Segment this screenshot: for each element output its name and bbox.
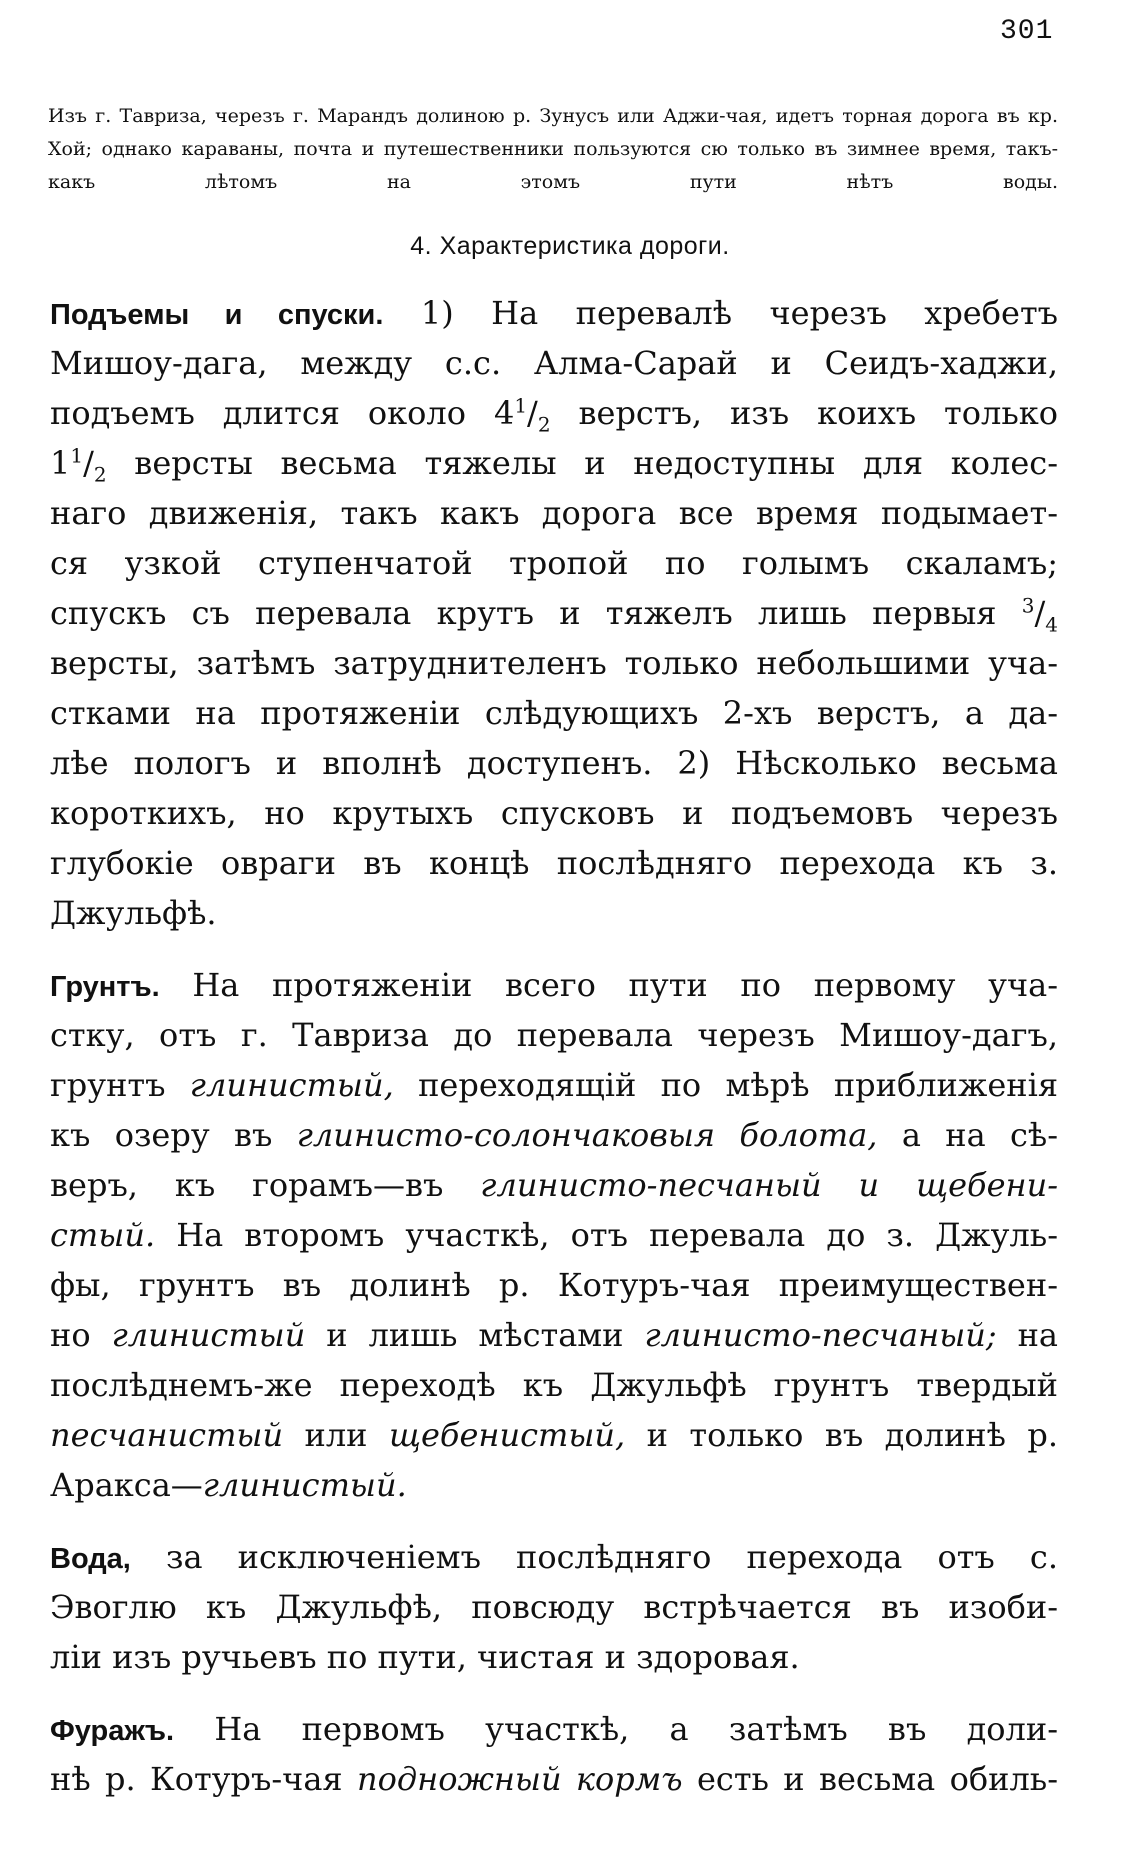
text-run: грунтъ [50,1066,190,1104]
text-run: и лишь мѣстами [305,1316,645,1354]
text-line [50,338,1058,388]
text-line [50,438,1058,488]
paragraph-lead: Грунтъ. [50,971,160,1003]
section-body [50,288,1058,1804]
text-run: лѣе пологъ и вполнѣ доступенъ. 2) Нѣсколько весьма [50,744,1058,782]
text-run: есть и весьма обиль- [682,1760,1059,1798]
text-run: или [283,1416,389,1454]
text-line [50,738,1058,788]
italic-term: глинистый [111,1316,306,1354]
paragraph-gap [50,1510,1058,1532]
text-run: переходящій по мѣрѣ приближенія [393,1066,1059,1104]
text-line [50,788,1058,838]
italic-term: щебенистый, [388,1416,626,1454]
text-line [50,1410,1058,1460]
text-run: / [527,394,538,432]
text-run: наго движенія, такъ какъ дорога все время подымает- [50,494,1058,532]
text-run: ліи изъ ручьевъ по пути, чистая и здоровая. [50,1638,800,1676]
text-run: за исключеніемъ послѣдняго перехода отъ с. [130,1538,1058,1576]
text-run: подъемъ длится около 4 [50,394,515,432]
text-line [50,1160,1058,1210]
text-run: короткихъ, но крутыхъ спусковъ и подъемовъ черезъ [50,794,1058,832]
text-line [50,1582,1058,1632]
text-line [50,1110,1058,1160]
text-run: 1 [50,444,71,482]
page-number: 301 [1000,16,1054,47]
italic-term: глинистый. [202,1466,407,1504]
text-run: стками на протяженіи слѣдующихъ 2-хъ верстъ, а да- [50,694,1058,732]
text-line [50,388,1058,438]
text-run: версты весьма тяжелы и недоступны для колес- [106,444,1058,482]
text-line [50,1260,1058,1310]
fraction-numerator: 1 [70,443,84,468]
text-line [50,288,1058,338]
text-run: но [50,1316,112,1354]
italic-term: глинисто-песчаный; [644,1316,997,1354]
text-run: На протяженіи всего пути по первому уча- [159,966,1058,1004]
text-line [50,1632,1058,1682]
text-run: На первомъ участкѣ, а затѣмъ въ доли- [174,1710,1058,1748]
text-run: къ озеру въ [50,1116,297,1154]
paragraph-gap [50,938,1058,960]
text-run: фы, грунтъ въ долинѣ р. Котуръ-чая преимуществен- [50,1266,1058,1304]
text-line [50,688,1058,738]
paragraph-lead: Подъемы и спуски. [50,299,384,331]
text-line [50,488,1058,538]
text-line [50,1210,1058,1260]
text-line [50,588,1058,638]
paragraph-lead: Фуражъ. [50,1715,175,1747]
paragraph-gap [50,1682,1058,1704]
text-run: ся узкой ступенчатой тропой по голымъ скаламъ; [50,544,1058,582]
text-run: стку, отъ г. Тавриза до перевала черезъ Мишоу-дагъ, [50,1016,1058,1054]
text-run: Эвоглю къ Джульфѣ, повсюду встрѣчается въ изоби- [50,1588,1058,1626]
text-run: Мишоу-дага, между с.с. Алма-Сарай и Сеидъ-хаджи, [50,344,1058,382]
text-run: глубокіе овраги въ концѣ послѣдняго перехода къ з. [50,844,1058,882]
fraction-denominator: 2 [537,412,551,437]
text-run: спускъ съ перевала крутъ и тяжелъ лишь первыя [50,594,1022,632]
section-heading: 4. Характеристика дороги. [410,232,730,260]
italic-term: подножный кормъ [356,1760,683,1798]
text-line [50,1754,1058,1804]
text-line [50,838,1058,888]
text-run: версты, затѣмъ затруднителенъ только небольшими уча- [50,644,1058,682]
italic-term: глинистый, [189,1066,394,1104]
text-run: а на сѣ- [877,1116,1059,1154]
fraction-denominator: 2 [93,462,107,487]
text-run: Аракса— [50,1466,203,1504]
text-line [50,538,1058,588]
intro-paragraph: Изъ г. Тавриза, черезъ г. Марандъ долиною р. Зунусъ или Аджи-чая, идетъ торная дорога въ кр. Хой; однако караваны, почта и путешественники пользуются сю только въ зимнее время, такъ-какъ лѣтомъ на этомъ пути нѣтъ воды. [48,105,1058,193]
fraction-denominator: 4 [1045,612,1058,637]
text-run: 1) На перевалѣ черезъ хребетъ [383,294,1059,332]
text-run: Джульфѣ. [50,894,217,932]
italic-term: песчанистый [50,1416,284,1454]
text-line [50,1360,1058,1410]
text-line [50,638,1058,688]
italic-term: стый. [50,1216,156,1254]
text-line [50,960,1058,1010]
text-run: На второмъ участкѣ, отъ перевала до з. Джуль- [155,1216,1058,1254]
text-line [50,1460,1058,1510]
fraction-numerator: 3 [1021,593,1035,618]
text-run: нѣ р. Котуръ-чая [50,1760,357,1798]
italic-term: глинисто-солончаковыя болота, [296,1116,878,1154]
text-run: веръ, къ горамъ—въ [50,1166,481,1204]
text-run: послѣднемъ-же переходѣ къ Джульфѣ грунтъ твердый [50,1366,1058,1404]
text-run: и только въ долинѣ р. [625,1416,1059,1454]
text-line [50,1532,1058,1582]
text-line [50,1704,1058,1754]
fraction-numerator: 1 [514,393,528,418]
text-line [50,1060,1058,1110]
text-line [50,888,1058,938]
text-run: / [1034,594,1046,632]
italic-term: глинисто-песчаный и щебени- [480,1166,1059,1204]
text-run: / [83,444,94,482]
text-run: на [996,1316,1059,1354]
text-line [50,1310,1058,1360]
text-line [50,1010,1058,1060]
text-run: верстъ, изъ коихъ только [550,394,1059,432]
paragraph-lead: Вода, [50,1543,131,1575]
